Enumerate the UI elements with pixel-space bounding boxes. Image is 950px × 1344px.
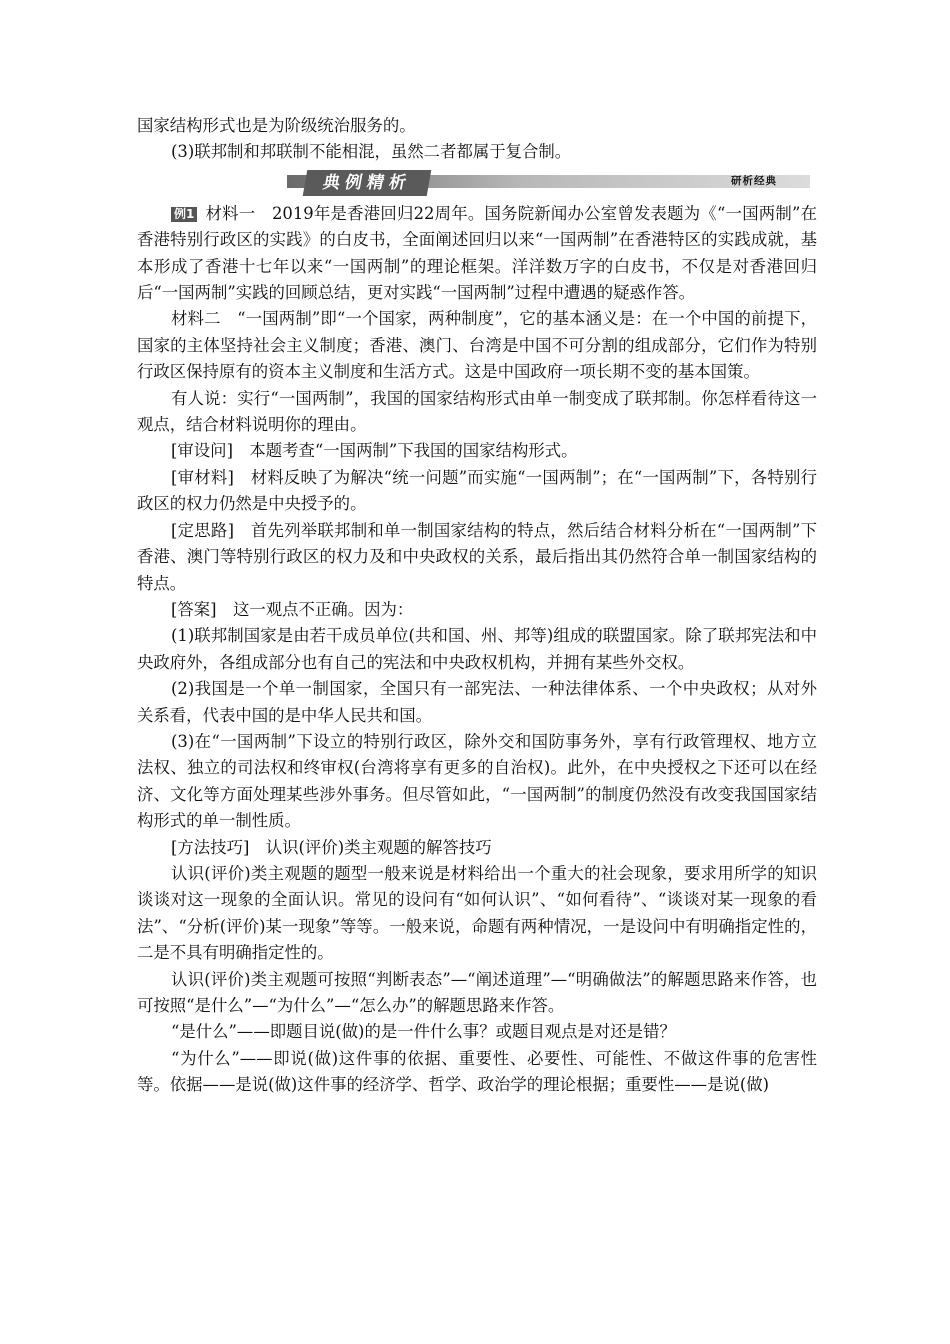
analysis-approach: [定思路] 首先列举联邦制和单一制国家结构的特点，然后结合材料分析在“一国两制”下香港、澳门等特别行政区的权力及和中央政权的关系，最后指出其仍然符合单一制国家结构的特点。 xyxy=(137,520,817,593)
document-page xyxy=(137,113,817,1099)
answer-heading: [答案] 这一观点不正确。因为： xyxy=(171,599,414,619)
method-paragraph-1: 认识(评价)类主观题的题型一般来说是材料给出一个重大的社会现象，要求用所学的知识谈谈对这一现象的全面认识。常见的设问有“如何认识”、“如何看待”、“谈谈对某一现象的看法”、“分析(评价)某一现象”等等。一般来说，命题有两种情况，一是设问中有明确指定性的，二是不具有明确指定性的。 xyxy=(137,863,817,963)
example-material-2: 材料二 “一国两制”即“一个国家，两种制度”，它的基本涵义是：在一个中国的前提下，国家的主体坚持社会主义制度；香港、澳门、台湾是中国不可分割的组成部分，它们作为特别行政区保持原有的资本主义制度和生活方式。这是中国政府一项长期不变的基本国策。 xyxy=(137,309,817,382)
paragraph-point-3: (3)联邦制和邦联制不能相混，虽然二者都属于复合制。 xyxy=(171,142,572,162)
analysis-material: [审材料] 材料反映了为解决“统一问题”而实施“一国两制”；在“一国两制”下，各特别行政区的权力仍然是中央授予的。 xyxy=(137,467,817,514)
material-1-text: 材料一 2019年是香港回归22周年。国务院新闻办公室曾发表题为《“一国两制”在香港特别行政区的实践》的白皮书，全面阐述回归以来“一国两制”在香港特区的实践成就，基本形成了香港十七年以来“一国两制”的理论框架。洋洋数万字的白皮书，不仅是对香港回归后“一国两制”实践的回顾总结，更对实践“一国两制”过程中遭遇的疑惑作答。 xyxy=(137,203,817,303)
method-paragraph-4: “为什么”——即说(做)这件事的依据、重要性、必要性、可能性、不做这件事的危害性等。依据——是说(做)这件事的经济学、哲学、政治学的理论根据；重要性——是说(做) xyxy=(137,1048,817,1095)
method-paragraph-2: 认识(评价)类主观题可按照“判断表态”—“阐述道理”—“明确做法”的解题思路来作答，也可按照“是什么”—“为什么”—“怎么办”的解题思路来作答。 xyxy=(137,969,817,1015)
banner-title: 典例精析 xyxy=(303,170,432,196)
method-paragraph-3: “是什么”——即题目说(做)的是一件什么事？或题目观点是对还是错？ xyxy=(171,1022,676,1042)
example-badge: 例1 xyxy=(171,207,197,222)
example-material-1 xyxy=(137,201,817,307)
answer-point-1: (1)联邦制国家是由若干成员单位(共和国、州、邦等)组成的联盟国家。除了联邦宪法和中央政府外，各组成部分也有自己的宪法和中央政权机构，并拥有某些外交权。 xyxy=(137,626,817,672)
banner-subtitle: 研析经典 xyxy=(731,174,777,187)
paragraph-continuation: 国家结构形式也是为阶级统治服务的。 xyxy=(137,116,416,135)
section-banner xyxy=(137,170,817,196)
method-heading: [方法技巧] 认识(评价)类主观题的解答技巧 xyxy=(171,837,492,857)
answer-point-3: (3)在“一国两制”下设立的特别行政区，除外交和国防事务外，享有行政管理权、地方立法权、独立的司法权和终审权(台湾将享有更多的自治权)。此外，在中央授权之下还可以在经济、文化等方面处理某些涉外事务。但尽管如此，“一国两制”的制度仍然没有改变我国国家结构形式的单一制性质。 xyxy=(137,731,817,831)
example-question: 有人说：实行“一国两制”，我国的国家结构形式由单一制变成了联邦制。你怎样看待这一观点，结合材料说明你的理由。 xyxy=(137,388,817,435)
analysis-question: [审设问] 本题考查“一国两制”下我国的国家结构形式。 xyxy=(171,441,578,461)
answer-point-2: (2)我国是一个单一制国家，全国只有一部宪法、一种法律体系、一个中央政权；从对外关系看，代表中国的是中华人民共和国。 xyxy=(137,679,817,725)
